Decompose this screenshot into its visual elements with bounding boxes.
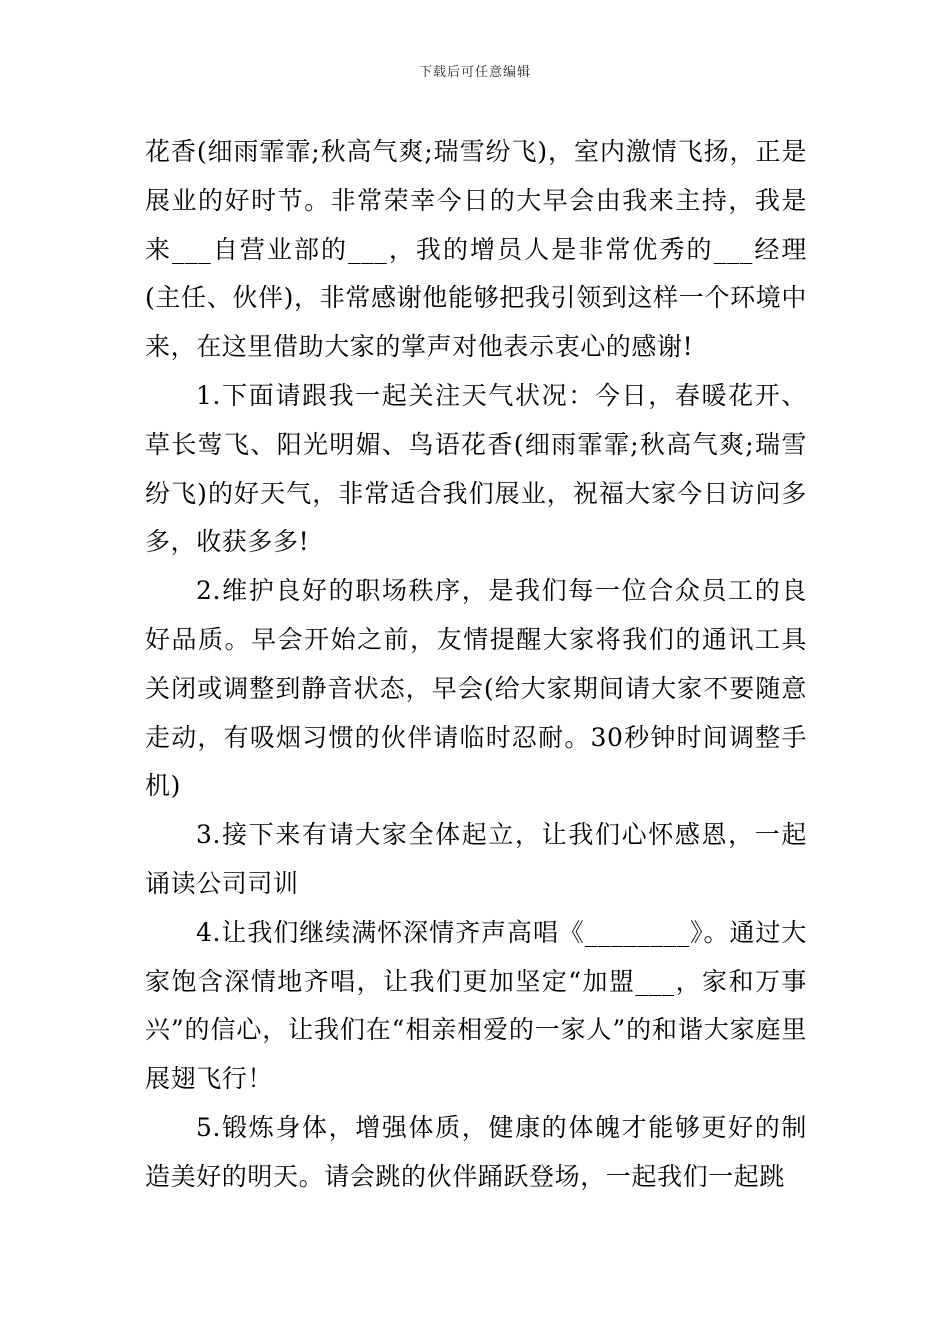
paragraph-item-3: 3.接下来有请大家全体起立，让我们心怀感恩，一起诵读公司司训 — [145, 820, 807, 898]
paragraph-item-1: 1.下面请跟我一起关注天气状况：今日，春暖花开、草长莺飞、阳光明媚、鸟语花香(细雨霏霏;秋高气爽;瑞雪纷飞)的好天气，非常适合我们展业，祝福大家今日访问多多，收获多多! — [145, 380, 807, 557]
paragraph-item-4: 4.让我们继续满怀深情齐声高唱《________》。通过大家饱含深情地齐唱，让我们更加坚定“加盟___，家和万事兴”的信心，让我们在“相亲相爱的一家人”的和谐大家庭里展翅飞行！ — [145, 917, 807, 1094]
page-header: 下载后可任意编辑 — [418, 65, 531, 80]
paragraph-intro: 花香(细雨霏霏;秋高气爽;瑞雪纷飞)，室内激情飞扬，正是展业的好时节。非常荣幸今日的大早会由我来主持，我是来___自营业部的___，我的增员人是非常优秀的___经理(主任、伙伴)，非常感谢他能够把我引领到这样一个环境中来，在这里借助大家的掌声对他表示衷心的感谢! — [145, 137, 807, 362]
document-body — [145, 128, 807, 1202]
paragraph-item-2: 2.维护良好的职场秩序，是我们每一位合众员工的良好品质。早会开始之前，友情提醒大家将我们的通讯工具关闭或调整到静音状态，早会(给大家期间请大家不要随意走动，有吸烟习惯的伙伴请临时忍耐。30秒钟时间调整手机) — [145, 576, 807, 801]
paragraph-item-5: 5.锻炼身体，增强体质，健康的体魄才能够更好的制造美好的明天。请会跳的伙伴踊跃登场，一起我们一起跳 — [145, 1112, 807, 1191]
